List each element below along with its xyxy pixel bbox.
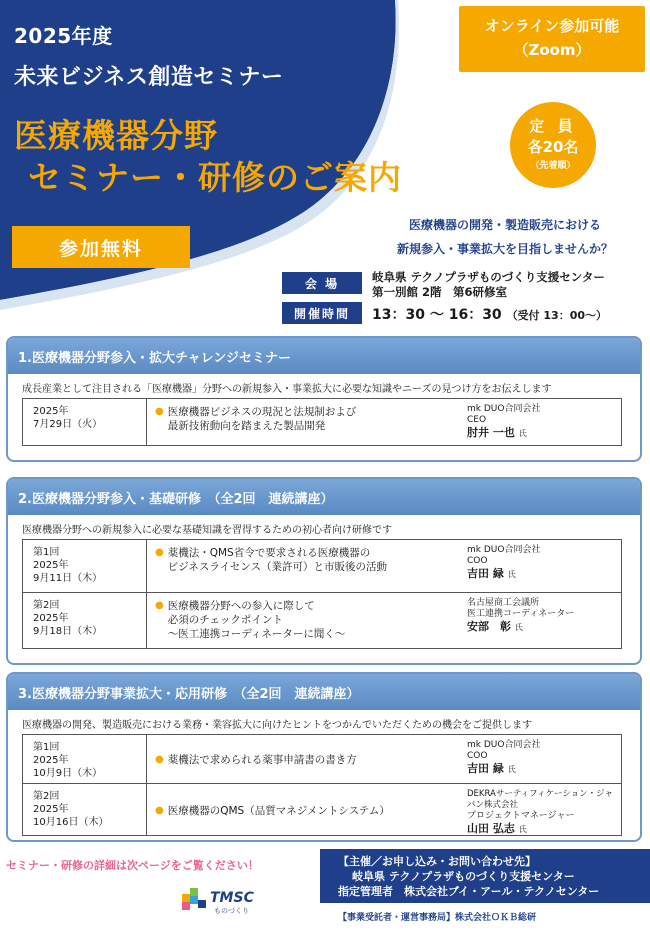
time-text: [372, 304, 607, 324]
free-badge: 参加無料: [12, 226, 190, 268]
capacity-count: 各20名: [527, 138, 579, 156]
table-row: [23, 735, 621, 783]
date-cell: [23, 735, 147, 783]
section-1-description: 成長産業として注目される「医療機器」分野への新規参入・事業拡大に必要な知識やニーズの見つけ方をお伝えします: [22, 384, 552, 395]
topic-line: ～医工連携コーディネーターに聞く～: [167, 628, 346, 640]
topic-line: 薬機法・QMS省令で要求される医療機器の: [167, 547, 371, 559]
venue-text: [372, 270, 605, 300]
contact-organizer: 岐阜県 テクノプラザものづくり支援センター: [352, 870, 575, 883]
secretariat-line: 【事業受託者・運営事務局】株式会社ＯＫＢ総研: [338, 913, 537, 923]
guide-title: セミナー・研修のご案内: [28, 158, 402, 197]
speaker-cell: [463, 540, 621, 592]
speaker-org: DEKRAサーティフィケーション・ジャパン株式会社: [467, 789, 613, 810]
speaker-org: mk DUO合同会社: [467, 404, 541, 414]
table-row: [23, 783, 621, 835]
section-2-title: 2.医療機器分野参入・基礎研修 （全2回 連続講座）: [8, 479, 640, 515]
capacity-note: （先着順）: [530, 161, 576, 171]
date-cell: [23, 784, 147, 835]
topic-line: 最新技術動向を踏まえた製品開発: [167, 420, 326, 432]
zoom-label: （Zoom）: [513, 41, 591, 59]
session-text: 第1回: [33, 742, 60, 753]
year-text: 2025年: [33, 560, 69, 571]
speaker-name: 肘井 一也: [467, 426, 515, 439]
speaker-org: 名古屋商工会議所: [467, 598, 540, 608]
topic-line: 医療機器分野への参入に際して: [167, 600, 315, 612]
honorific: 氏: [518, 429, 527, 438]
topic-cell: [147, 540, 463, 592]
table-row: [23, 540, 621, 592]
contact-heading: 【主催／お申し込み・お問い合わせ先】: [338, 855, 536, 868]
honorific: 氏: [507, 765, 516, 774]
topic-cell: [147, 593, 463, 648]
topic-line: ビジネスライセンス（業許可）と市販後の活動: [167, 561, 387, 573]
topic-line: 必須のチェックポイント: [167, 614, 283, 626]
speaker-name: 山田 弘志: [467, 822, 515, 835]
date-text: 9月18日（木）: [33, 626, 103, 637]
lead-text-1: 医療機器の開発・製造販売における: [408, 218, 601, 232]
speaker-role: プロジェクトマネージャー: [467, 811, 575, 821]
speaker-role: COO: [467, 751, 488, 761]
topic-cell: [147, 784, 463, 835]
section-3: [6, 672, 642, 842]
capacity-badge: [510, 102, 596, 188]
venue-line-2: 第一別館 2階 第6研修室: [372, 285, 508, 299]
speaker-name: 安部 彰: [467, 620, 511, 633]
honorific: 氏: [518, 825, 527, 834]
honorific: 氏: [514, 623, 523, 632]
speaker-role: 医工連携コーディネーター: [467, 609, 575, 619]
topic-line: 医療機器ビジネスの現況と法規制および: [167, 406, 357, 418]
date-text: 9月11日（木）: [33, 573, 103, 584]
section-1-title: 1.医療機器分野参入・拡大チャレンジセミナー: [8, 338, 640, 374]
date-text: 10月16日（木）: [33, 817, 109, 828]
speaker-name: 吉田 緑: [467, 762, 504, 775]
venue-line-1: 岐阜県 テクノプラザものづくり支援センター: [372, 270, 605, 284]
time-value: 13：30 ～ 16：30: [372, 307, 502, 323]
speaker-cell: [463, 593, 621, 648]
speaker-cell: [463, 399, 621, 445]
topic-line: 医療機器のQMS（品質マネジメントシステム）: [167, 804, 390, 817]
speaker-role: COO: [467, 556, 488, 566]
section-1: [6, 336, 642, 462]
date-cell: [23, 593, 147, 648]
lead-text-2: 新規参入・事業拡大を目指しませんか？: [396, 242, 613, 256]
venue-label: 会 場: [282, 272, 362, 294]
year-text: 2025年: [33, 755, 69, 766]
year-text: 2025年: [33, 613, 69, 624]
honorific: 氏: [507, 570, 516, 579]
section-3-table: [22, 734, 622, 836]
bullet-icon: ●: [155, 754, 164, 765]
logo-text: TMSC: [210, 890, 254, 906]
speaker-org: mk DUO合同会社: [467, 740, 541, 750]
speaker-role: CEO: [467, 415, 487, 425]
table-row: [23, 592, 621, 648]
bullet-icon: ●: [155, 804, 164, 816]
session-text: 第2回: [33, 600, 60, 611]
topic-cell: [147, 735, 463, 783]
year-text: 2025年: [33, 406, 69, 417]
speaker-org: mk DUO合同会社: [467, 545, 541, 555]
section-3-description: 医療機器の開発、製造販売における業務・業容拡大に向けたヒントをつかんでいただくための機会をご提供します: [22, 720, 532, 731]
section-2-table: [22, 539, 622, 649]
bullet-icon: ●: [155, 406, 164, 417]
section-2-description: 医療機器分野への新規参入に必要な基礎知識を習得するための初心者向け研修です: [22, 525, 392, 536]
date-cell: [23, 540, 147, 592]
section-3-title: 3.医療機器分野事業拡大・応用研修 （全2回 連続講座）: [8, 674, 640, 710]
table-row: [23, 399, 621, 445]
topic-line: 薬機法で求められる薬事申請書の書き方: [167, 754, 357, 766]
year-label: 2025年度: [14, 24, 113, 48]
year-text: 2025年: [33, 804, 69, 815]
date-text: 10月9日（木）: [33, 768, 103, 779]
session-text: 第1回: [33, 547, 60, 558]
speaker-cell: [463, 784, 621, 835]
online-label: オンライン参加可能: [484, 17, 620, 35]
time-label: 開催時間: [282, 302, 362, 324]
date-text: 7月29日（火）: [33, 419, 103, 430]
field-title: 医療機器分野: [14, 116, 218, 155]
bullet-icon: ●: [155, 547, 164, 558]
speaker-cell: [463, 735, 621, 783]
bullet-icon: ●: [155, 600, 164, 611]
online-participation-badge: [459, 6, 645, 72]
capacity-label: 定 員: [529, 117, 577, 135]
speaker-name: 吉田 緑: [467, 567, 504, 580]
contact-box: [320, 849, 650, 903]
session-text: 第2回: [33, 791, 60, 802]
logo-subtext: ものづくり: [214, 907, 249, 915]
section-2: [6, 477, 642, 665]
contact-manager: 指定管理者 株式会社ブイ・アール・テクノセンター: [338, 885, 600, 898]
topic-cell: [147, 399, 463, 445]
section-1-table: [22, 398, 622, 446]
date-cell: [23, 399, 147, 445]
seminar-title: 未来ビジネス創造セミナー: [14, 65, 284, 90]
next-page-note: セミナー・研修の詳細は次ページをご覧ください！: [6, 859, 259, 872]
reception-time: （受付 13：00～）: [506, 309, 608, 322]
